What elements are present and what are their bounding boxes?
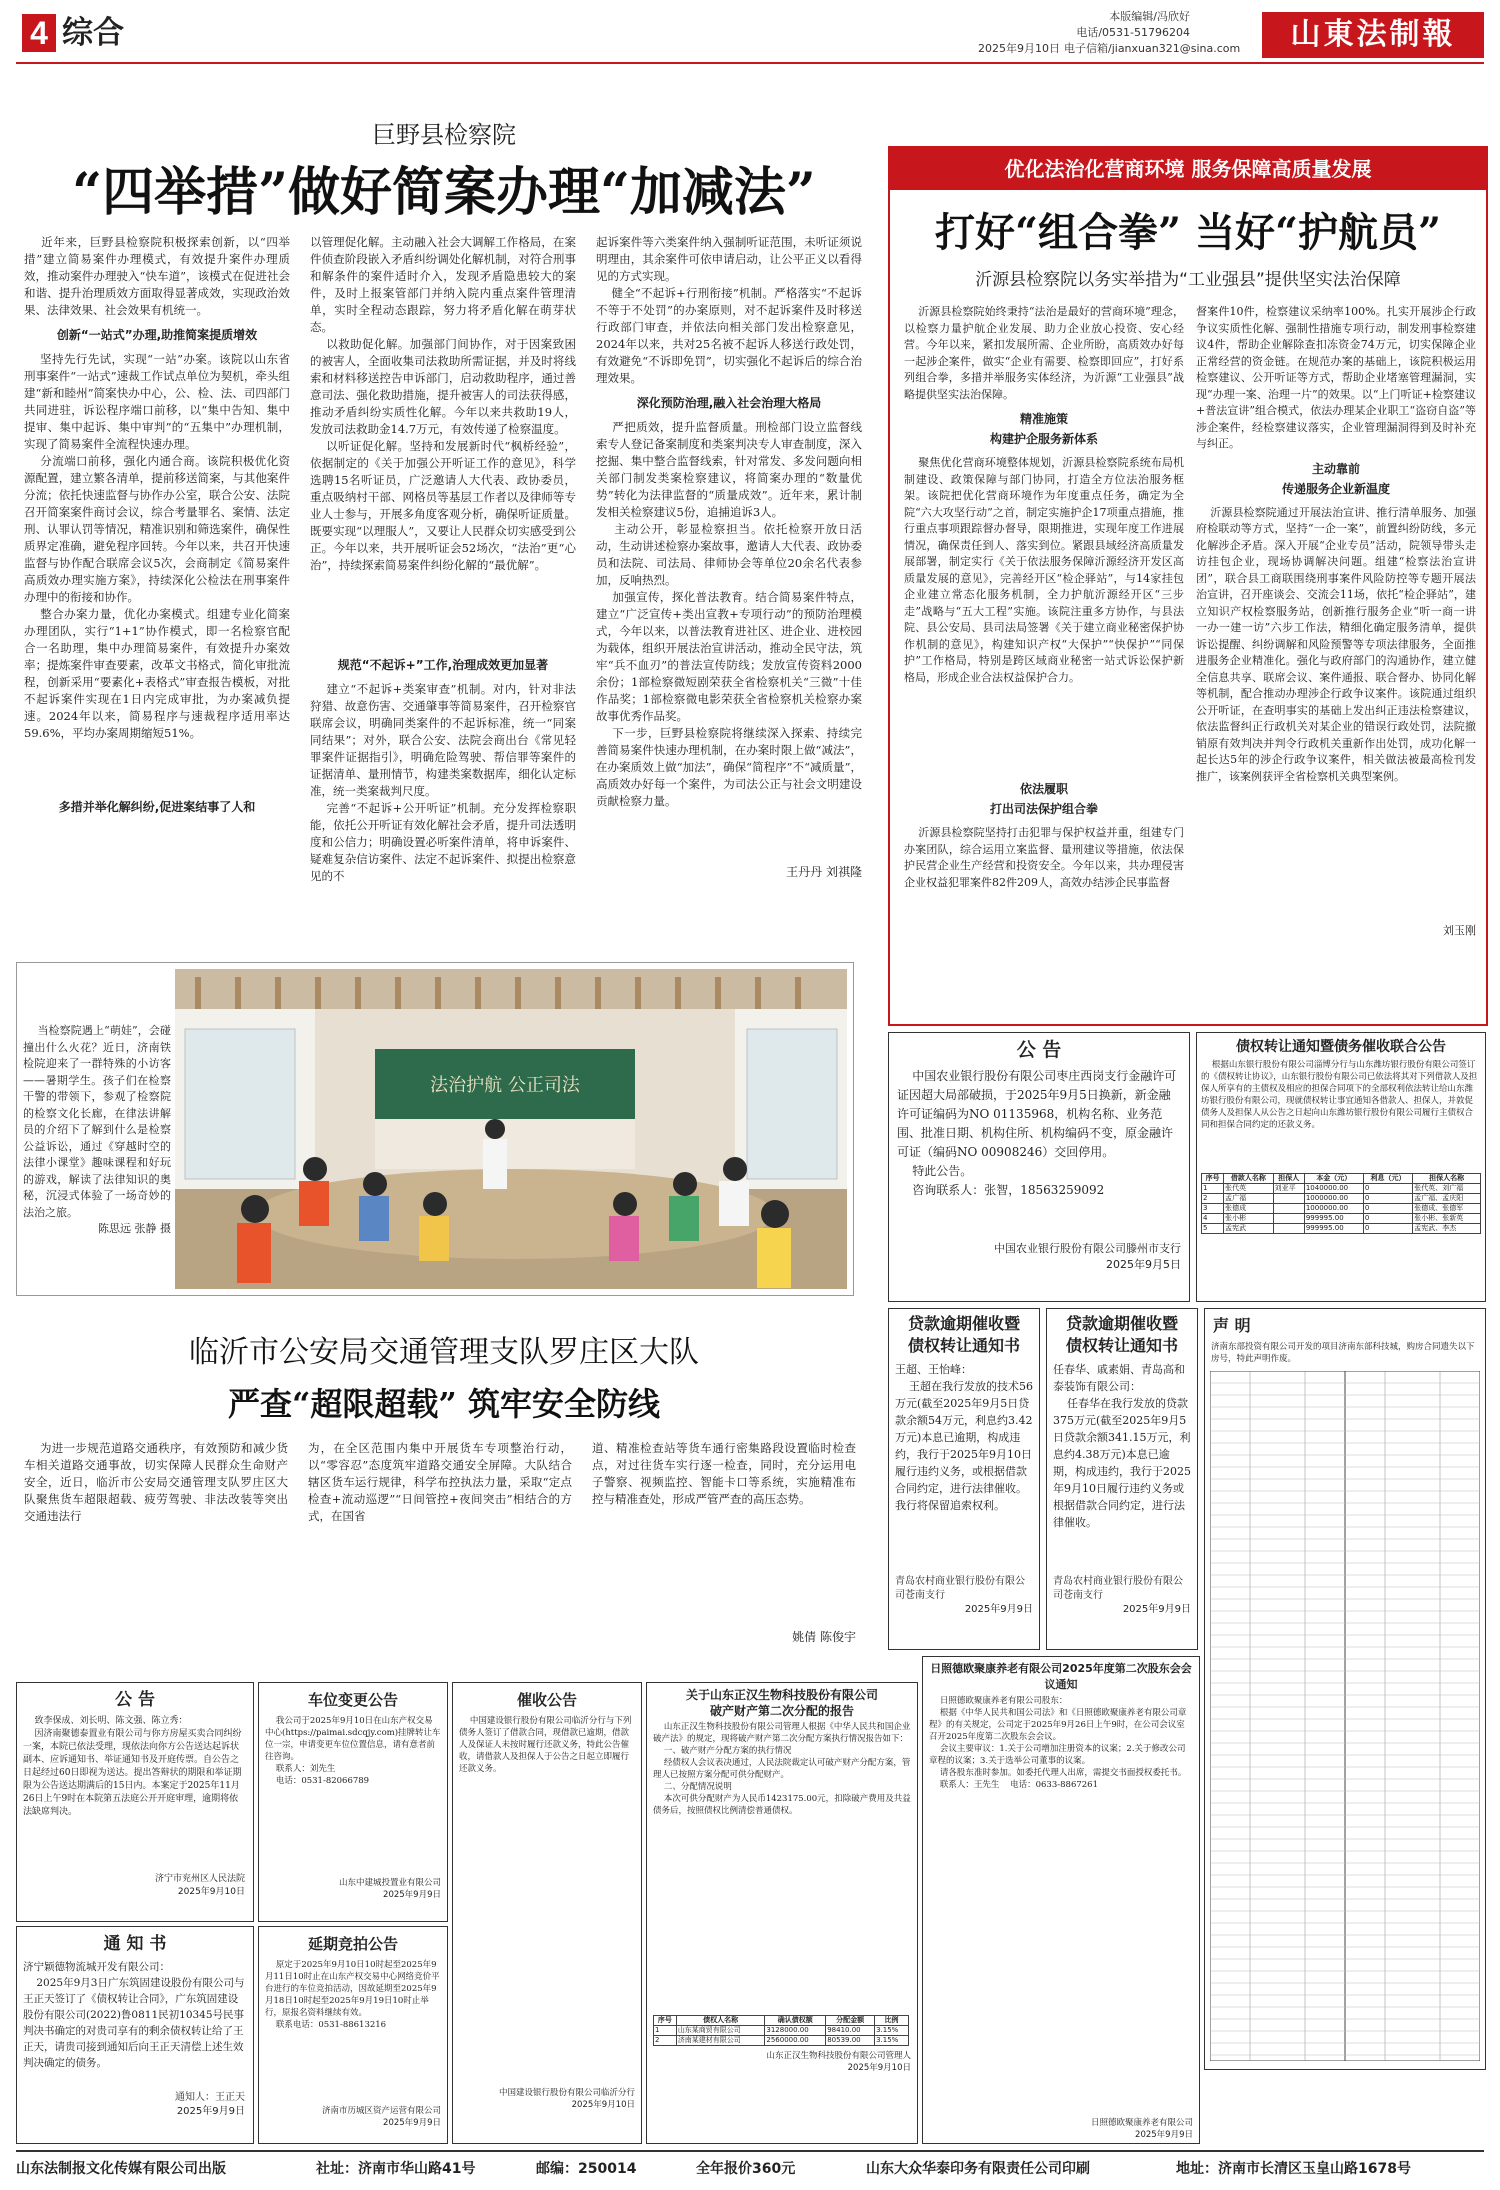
table-cell: 孟宪武 bbox=[1224, 1224, 1273, 1234]
table-cell bbox=[1273, 1194, 1304, 1204]
page-footer bbox=[16, 2150, 1484, 2184]
article-column-3: 道、精准检查站等货车通行密集路段设置临时检查点，对过往货车实行逐一检查，同时，充分运用电子警察、视频监控、智能卡口等系统，实施精准布控与精准查处，形成严管严查的高压态势。 bbox=[592, 1441, 856, 1506]
notice-body: 中国农业银行股份有限公司枣庄西岗支行金融许可证因超大局部破损，于2025年9月5日换新，新金融许可证编码为NO 01135968，机构名称、业务范围、批准日期、机构住所、机构编码不变，原金融许可证（编码NO 00908246）交回停用。 特此公告。 咨询联系人：张智，18563259092 bbox=[897, 1069, 1177, 1197]
footer-printer: 山东大众华泰印务有限责任公司印刷 bbox=[866, 2161, 1090, 2177]
table-cell: 4 bbox=[1202, 1214, 1224, 1224]
table-cell: 3.15% bbox=[875, 2026, 909, 2036]
table-cell: 0 bbox=[1363, 1194, 1412, 1204]
table-header-cell: 序号 bbox=[654, 2016, 677, 2026]
article-paragraph: 严把质效，提升监督质量。刑检部门设立监督线索专人登记备案制度和类案判决专人审查制度，深入挖掘、集中整合监督线索，针对常发、多发问题向相关部门制发类案检察建议，将简案办理的“数量优势”转化为法律监督的“质量成效”。近年来，累计制发相关检察建议5份，追捕追诉3人。 主动公开，彰显检察担当。依托检察开放日活动，生动讲述检察办案故事，邀请人大代表、政协委员和法院、司法局、律师协会等单位20余名代表参加，反响热烈。 加强宣传，探化普法教育。结合简易案件特点，建立“广泛宣传+类出宣教+专项行动”的预防治理模式，今年以来，以普法教育进社区、进企业、进校园为载体，组织开展法治宣讲活动，推动全民守法，筑牢“兵不血刃”的普法宣传防线；发放宣传资料2000余份；1部检察微短剧荣获全省检察机关“三微”十佳作品奖；1部检察微电影荣获全省检察机关检察办案故事优秀作品奖。 下一步，巨野县检察院将继续深入探索、持续完善简易案件快速办理机制，在办案时限上做“减法”，在办案质效上做“加法”，确保“简程序”不“减质量”，高质效办好每一个案件，为司法公正与社会文明建设贡献检察力量。 bbox=[596, 420, 862, 808]
article-paragraph: 沂源县检察院坚持打击犯罪与保护权益并重，组建专门办案团队，综合运用立案监督、量刑建议等措施，依法保护民营企业生产经营和投资安全。今年以来，共办理侵害企业权益犯罪案件82件209人，高效办结涉企民事监督 bbox=[904, 826, 1184, 889]
photo-image bbox=[175, 969, 847, 1289]
article-subhead: 沂源县检察院以务实举措为“工业强县”提供坚实法治保障 bbox=[975, 270, 1401, 290]
notice-date: 2025年9月9日 bbox=[383, 2118, 441, 2128]
footer-postcode: 邮编：250014 bbox=[536, 2161, 637, 2177]
notice-title: 贷款逾期催收暨 债权转让通知书 bbox=[907, 1314, 1020, 1355]
article-paragraph: 沂源县检察院通过开展法治宣讲、推行清单服务、加强府检联动等方式，坚持“一企一案”，前置纠纷防线，多元化解涉企矛盾。深入开展“企业专员”活动，院领导带头走访挂包企业，现场协调解决问题。组建“检察法治宣讲团”，联合县工商联围绕刑事案件风险防控等专题开展法治宣讲，召开座谈会、交流会11场，依托“检企驿站”，建立知识产权检察服务站，创新推行服务企业“听一商一讲一办一建一访”六步工作法，精细化确定服务清单，提供诉讼提醒、纠纷调解和风险预警等专项法律服务，全面推进服务企业精准化。强化与政府部门的沟通协作，建立健全信息共享、联席会议、案件通报、联合督办、协同化解等机制，配合推动办理涉企行政争议案件。该院通过组织公开听证，在查明事实的基础上发出纠正违法检察建议，依法监督纠正行政机关对某企业的错误行政处罚，法院撤销原有效判决并判令行政机关重新作出处罚，成功化解一起长达5年的涉企行政争议案件，相关做法被最高检刊发推广，该案例获评全省检察机关典型案例。 bbox=[1196, 505, 1476, 783]
bank-notice bbox=[888, 1032, 1190, 1302]
table-cell: 刘亚平 bbox=[1273, 1184, 1304, 1194]
notice-signature: 青岛农村商业银行股份有限公司苍南支行 bbox=[1053, 1576, 1183, 1601]
wall-slogan: 法治护航 公正司法 bbox=[430, 1075, 580, 1096]
photo-news bbox=[16, 962, 854, 1296]
article-paragraph: 以管理促化解。主动融入社会大调解工作格局，在案件侦查阶段嵌入矛盾纠纷调处化解机制，对符合刑事和解条件的案件适时介入，发现矛盾隐患较大的案件，及时上报案管部门并纳入院内重点案件管理清单，实时全程动态跟踪，努力将矛盾化解在萌芽状态。 以救助促化解。加强部门间协作，对于因案致困的被害人，全面收集司法救助所需证据，并及时将线索和材料移送控告申诉部门，启动救助程序，通过善意司法、强化救助措施，提升被害人的司法获得感，推动矛盾纠纷实质性化解。今年以来共救助19人，发放司法救助金14.7万元，有效传递了检察温度。 以听证促化解。坚持和发展新时代“枫桥经验”，依据制定的《关于加强公开听证工作的意见》，科学选聘15名听证员，广泛邀请人大代表、政协委员，重点吸纳村干部、网格员等基层工作者以及律师等专业人士参与，开展多角度客观分析，确保听证质量。既要实现“以理服人”，又要让人民群众切实感受到公正。今年以来，共开展听证会52场次，“法治”更“心治”，持续探索简易案件纠纷化解的“最优解”。 bbox=[310, 235, 576, 572]
notice-date: 2025年9月10日 bbox=[847, 2063, 911, 2073]
footer-printer-address: 地址：济南市长清区玉皇山路1678号 bbox=[1176, 2161, 1411, 2177]
article-column-3 bbox=[596, 234, 862, 938]
table-cell: 济南某建材有限公司 bbox=[676, 2036, 765, 2046]
article-byline: 王丹丹 刘祺隆 bbox=[786, 865, 862, 879]
article-column-1 bbox=[24, 234, 290, 938]
table-cell: 张德成 bbox=[1224, 1204, 1273, 1214]
table-cell: 张小彬、张新英 bbox=[1413, 1214, 1481, 1224]
notice-date: 2025年9月9日 bbox=[1122, 1604, 1191, 1615]
notice-title: 贷款逾期催收暨 债权转让通知书 bbox=[1065, 1314, 1178, 1355]
page-number-badge: 4 bbox=[22, 14, 56, 52]
notice-signature: 青岛农村商业银行股份有限公司苍南支行 bbox=[895, 1576, 1025, 1601]
article-yy bbox=[888, 146, 1488, 1026]
header-rule bbox=[16, 62, 1484, 64]
notice-body: 中国建设银行股份有限公司临沂分行与下列债务人签订了借款合同，现借款已逾期，借款人及保证人未按时履行还款义务，特此公告催收，请借款人及担保人于公告之日起立即履行还款义务。 bbox=[459, 1716, 632, 1774]
notice-signature: 山东正汉生物科技股份有限公司管理人 bbox=[766, 2051, 911, 2061]
bankruptcy-report bbox=[646, 1682, 918, 2144]
notice-signature: 日照德欧聚康养老有限公司 bbox=[1090, 2118, 1193, 2128]
loan-notice-2 bbox=[1046, 1308, 1198, 1650]
table-header-cell: 债权人名称 bbox=[676, 2016, 765, 2026]
notice-signature: 山东中建城投置业有限公司 bbox=[338, 1878, 441, 1888]
table-cell: 3 bbox=[1202, 1204, 1224, 1214]
notice-body: 原定于2025年9月10日10时起至2025年9月11日10时止在山东产权交易中心网络竞价平台进行的车位竞拍活动，因故延期至2025年9月18日10时起至2025年9月19日10时止举行，原报名资料继续有效。 联系电话：0531-88613216 bbox=[265, 1960, 440, 2030]
table-cell: 80539.00 bbox=[826, 2036, 875, 2046]
article-byline: 刘玉刚 bbox=[1443, 923, 1476, 937]
notice-title: 催收公告 bbox=[516, 1691, 577, 1709]
article-headline-line2: 严查“超限超载” 筑牢安全防线 bbox=[228, 1385, 660, 1423]
editor-info: 本版编辑/冯欣好 bbox=[1109, 10, 1190, 23]
table-row bbox=[1202, 1224, 1481, 1234]
article-subhead: 依法履职 打出司法保护组合拳 bbox=[989, 782, 1098, 816]
table-cell: 0 bbox=[1363, 1214, 1412, 1224]
notice-title: 公 告 bbox=[1016, 1039, 1062, 1061]
table-header-cell: 担保人名称 bbox=[1413, 1174, 1481, 1184]
article-paragraph: 建立“不起诉+类案审查”机制。对内，针对非法狩猎、故意伤害、交通肇事等简易案件，召开检察官联席会议，明确同类案件的不起诉标准，统一“同案同结果”；对外，联合公安、法院会商出台《常见轻罪案件证据指引》，明确危险驾驶、帮信罪等案件的证据清单、量刑情节，构建类案数据库，细化认定标准，统一类案裁判尺度。 完善“不起诉+公开听证”机制。充分发挥检察职能，依托公开听证有效化解社会矛盾，提升司法透明度和公信力；明确设置必听案件清单，将申诉案件、疑难复杂信访案件、法定不起诉案件、拟提出检察意见的不 bbox=[310, 682, 576, 883]
notice-date: 2025年9月9日 bbox=[176, 2106, 245, 2117]
article-paragraph: 督案件10件，检察建议采纳率100%。扎实开展涉企行政争议实质性化解、强制性措施专项行动，制发刑事检察建议4件，帮助企业解除查扣冻资金74万元，切实保障企业正常经营的资金链。在规范办案的基础上，该院积极运用检察建议、公开听证等方式，帮助企业堵塞管理漏洞，实现“办理一案、治理一片”的效果。以“上门听证+检察建议+普法宣讲”组合模式，依法办理某企业职工“盗窃自盗”等涉企案件，经检察建议落实，企业管理漏洞得到及时补充与纠正。 bbox=[1196, 305, 1476, 450]
loan-notice-1 bbox=[888, 1308, 1040, 1650]
page-header bbox=[0, 0, 1500, 66]
article-subhead: 创新“一站式”办理,助推简案提质增效 bbox=[56, 328, 258, 342]
table-cell: 1040000.00 bbox=[1304, 1184, 1363, 1194]
collection-notice bbox=[452, 1682, 642, 2144]
table-cell: 0 bbox=[1363, 1204, 1412, 1214]
table-cell: 1000000.00 bbox=[1304, 1194, 1363, 1204]
article-subhead: 规范“不起诉+”工作,治理成效更加显著 bbox=[337, 658, 549, 672]
email-info: 电子信箱/jianxuan321@sina.com bbox=[1064, 42, 1241, 55]
shareholder-meeting-notice bbox=[922, 1656, 1200, 2144]
table-cell: 999995.00 bbox=[1304, 1224, 1363, 1234]
article-subhead: 精准施策 构建护企服务新体系 bbox=[989, 412, 1098, 446]
article-headline: “四举措”做好简案办理“加减法” bbox=[72, 162, 816, 223]
article-traffic bbox=[16, 1310, 872, 1670]
table-row bbox=[654, 2026, 909, 2036]
notice-body: 我公司于2025年9月10日在山东产权交易中心(https://paimai.sdcqjy.com)挂牌转让车位一宗，申请变更车位位置信息，请有意者前往咨询。 联系人：刘先生 电话：0531-82066789 bbox=[265, 1716, 441, 1786]
classroom-photo-illustration bbox=[175, 969, 847, 1289]
table-header-cell: 比例 bbox=[875, 2016, 909, 2026]
notice-body: 致李保成、刘长明、陈文强、陈立秀： 因济南聚德泰置业有限公司与你方房屋买卖合同纠纷一案，本院已依法受理，现依法向你方公告送达起诉状副本、应诉通知书、举证通知书及开庭传票。自公告之日起经过60日即视为送达。提出答辩状的期限和举证期限为公告送达期满后的15日内。本案定于2025年11月26日上午9时在本院第五法庭公开开庭审理，逾期将依法缺席判决。 bbox=[23, 1716, 242, 1817]
table-row bbox=[654, 2036, 909, 2046]
table-header-cell: 担保人 bbox=[1273, 1174, 1304, 1184]
article-paragraph: 坚持先行先试，实现“一站”办案。该院以山东省刑事案件“一站式”速裁工作试点单位为契机，牵头组建“新和睦州”简案快办中心，公、检、法、司四部门共同进驻，诉讼程序端口前移，以“集中告知、集中提审、集中起诉、集中审判”的“五集中”办理机制，实现了简易案件全流程快速办理。 分流端口前移，强化内通合商。该院积极优化资源配置，建立繁各清单，提前移送简案，与其他案件分流；依托快速监督与协作办公室，联合公安、法院召开简案案件商讨会议，综合考量罪名、案情、法定刑、认罪认罚等情况，精准识别和筛选案件，确保性质界定准确，避免程序回转。今年以来，共召开快速监督与协作配合联席会议5次，会商制定《简易案件高质效办理实施方案》，持续深化公检法在刑事案件办理中的衔接和协作。 整合办案力量，优化办案模式。组建专业化简案办理团队，实行“1+1”协作模式，即一名检察官配合一名助理，集中办理简易案件，有效提升办案效率；提炼案件审查要素，改革文书格式，简化审批流程，创新采用“要素化+表格式”审查报告模板，对批不起诉案件实现在1日内完成审批，为办案减负提速。2024年以来，简易程序与速裁程序适用率达59.6%，平均办案周期缩短51%。 bbox=[24, 352, 290, 740]
debt-transfer-notice bbox=[1196, 1032, 1486, 1302]
table-row bbox=[1202, 1184, 1481, 1194]
footer-price: 全年报价360元 bbox=[696, 2161, 796, 2177]
notice-signature: 济南市历城区资产运营有限公司 bbox=[321, 2106, 441, 2116]
table-cell: 孟广福、孟庆阳 bbox=[1413, 1194, 1481, 1204]
table-header-cell: 序号 bbox=[1202, 1174, 1224, 1184]
caption-text: 当检察院遇上“萌娃”，会碰撞出什么火花？近日，济南铁检院迎来了一群特殊的小访客——暑期学生。孩子们在检察干警的带领下，参观了检察院的检察文化长廊，在律法讲解员的介绍下了解到什么是检察公益诉讼，通过《穿越时空的法律小课堂》趣味课程和好玩的游戏，解读了法律知识的奥秘，沉浸式体验了一场奇妙的法治之旅。 bbox=[23, 1024, 171, 1219]
notice-title: 债权转让通知暨债务催收联合公告 bbox=[1236, 1039, 1446, 1055]
table-cell: 98410.00 bbox=[826, 2026, 875, 2036]
footer-publisher: 山东法制报文化传媒有限公司出版 bbox=[16, 2161, 226, 2177]
notice-body: 济南东部投资有限公司开发的项目济南东部科技城，购房合同遗失以下房号，特此声明作废。 bbox=[1211, 1342, 1475, 1364]
article-jy bbox=[16, 110, 872, 950]
article-paragraph: 沂源县检察院始终秉持“法治是最好的营商环境”理念，以检察力量护航企业发展、助力企业放心投资、安心经营。今年以来，紧扣发展所需、企业所盼，高质效办好每一起涉企案件，做实“企业有需要、检察即回应”，打好系列组合拳，多措并举服务实体经济，为沂源“工业强县”战略提供坚实法治保障。 bbox=[904, 305, 1184, 401]
table-row bbox=[1202, 1204, 1481, 1214]
article-column-2 bbox=[310, 234, 576, 938]
notice-body: 山东正汉生物科技股份有限公司管理人根据《中华人民共和国企业破产法》的规定，现将破产财产第二次分配方案执行情况报告如下： 一、破产财产分配方案的执行情况 经债权人会议表决通过，人民法院裁定认可破产财产分配方案，管理人已按照方案分配可供分配财产。 二、分配情况说明 本次可供分配财产为人民币1423175.00元，扣除破产费用及共益债务后，按照债权比例清偿普通债权。 bbox=[653, 1722, 911, 1816]
notice-title: 通 知 书 bbox=[103, 1934, 167, 1954]
topic-banner: 优化法治化营商环境 服务保障高质量发展 bbox=[890, 148, 1486, 190]
declaration-notice bbox=[1204, 1308, 1486, 2070]
declaration-table-lines bbox=[1210, 1371, 1480, 2061]
notice-title: 关于山东正汉生物科技股份有限公司 破产财产第二次分配的报告 bbox=[685, 1688, 878, 1718]
notice-title: 声 明 bbox=[1213, 1316, 1251, 1335]
table-header-cell: 本金（元） bbox=[1304, 1174, 1363, 1184]
notice-signature: 中国农业银行股份有限公司滕州市支行 bbox=[994, 1242, 1181, 1255]
paper-logo: 山東法制報 bbox=[1262, 12, 1484, 58]
table-header-cell: 借款人名称 bbox=[1224, 1174, 1273, 1184]
phone-info: 电话/0531-51796204 bbox=[1076, 26, 1190, 39]
article-paragraph: 起诉案件等六类案件纳入强制听证范围，未听证须说明理由，其余案件可依申请启动，让公平正义以看得见的方式实现。 健全“不起诉+行刑衔接”机制。严格落实“不起诉不等于不处罚”的办案原则，对不起诉案件及时移送行政部门审查，并依法向相关部门发出检察意见，2024年以来，共对25名被不起诉人移送行政处罚，有效避免“不诉即免罚”，切实强化不起诉后的综合治理效果。 bbox=[596, 235, 862, 385]
article-column-2: 为，在全区范围内集中开展货车专项整治行动，以“零容忍”态度筑牢道路交通安全屏障。大队结合辖区货车运行规律，科学布控执法力量，采取“定点检查+流动巡逻”“日间管控+夜间突击”相结合的方式，在国省 bbox=[308, 1441, 572, 1523]
table-cell: 0 bbox=[1363, 1224, 1412, 1234]
photo-credit: 陈思远 张静 摄 bbox=[98, 1222, 171, 1235]
table-row bbox=[1202, 1194, 1481, 1204]
notice-date: 2025年9月5日 bbox=[1106, 1258, 1181, 1271]
article-subhead: 主动靠前 传递服务企业新温度 bbox=[1281, 461, 1390, 496]
article-subhead: 深化预防治理,融入社会治理大格局 bbox=[636, 396, 822, 410]
notice-body: 任春华、戚素娟、青岛高和泰装饰有限公司： 任春华在我行发放的贷款375万元(截至2025年9月5日贷款余额341.15万元，利息约4.38万元)本息已逾期，构成违约，我行于2025年9月10日履行违约义务或根据借款合同约定，进行法律催收。 bbox=[1053, 1363, 1191, 1529]
notice-date: 2025年9月9日 bbox=[1135, 2130, 1193, 2140]
table-cell: 孟广福 bbox=[1224, 1194, 1273, 1204]
footer-address: 社址：济南市华山路41号 bbox=[316, 2161, 476, 2177]
table-cell: 1 bbox=[1202, 1184, 1224, 1194]
notice-date: 2025年9月10日 bbox=[177, 1887, 245, 1897]
notice-date: 2025年9月9日 bbox=[383, 1890, 441, 1900]
notice-title: 公 告 bbox=[115, 1690, 155, 1710]
notice-body: 根据山东银行股份有限公司淄博分行与山东潍坊银行股份有限公司签订的《债权转让协议》，山东银行股份有限公司已依法将其对下列借款人及担保人所享有的主债权及相应的担保合同项下的全部权利依法转让给山东潍坊银行股份有限公司，现就债权转让事宜通知各借款人、担保人，并敦促债务人及担保人从公告之日起向山东潍坊银行股份有限公司履行主债权合同和担保合同约定的还款义务。 bbox=[1201, 1060, 1478, 1130]
notice-title: 日照德欧聚康养老有限公司2025年度第二次股东会会议通知 bbox=[930, 1662, 1192, 1691]
bankruptcy-table bbox=[653, 2015, 909, 2046]
table-header-cell: 确认债权额 bbox=[765, 2016, 826, 2026]
parking-change-notice bbox=[258, 1682, 448, 1922]
table-cell: 张德成、张德军 bbox=[1413, 1204, 1481, 1214]
table-cell bbox=[1273, 1224, 1304, 1234]
notice-date: 2025年9月10日 bbox=[571, 2100, 635, 2110]
table-cell: 0 bbox=[1363, 1184, 1412, 1194]
table-cell: 2 bbox=[1202, 1194, 1224, 1204]
transfer-notice bbox=[16, 1926, 254, 2144]
table-cell: 1 bbox=[654, 2026, 677, 2036]
article-paragraph: 近年来，巨野县检察院积极探索创新，以“四举措”建立简易案件办理模式，有效提升案件办理质效，推动案件办理驶入“快车道”，该模式在促进社会和谐、提升治理质效方面取得显著成效，实现政治效果、法律效果、社会效果有机统一。 bbox=[24, 235, 290, 317]
table-row bbox=[1202, 1214, 1481, 1224]
notice-signature: 通知人：王正天 bbox=[175, 2092, 245, 2103]
article-column-1: 为进一步规范道路交通秩序，有效预防和减少货车相关道路交通事故，切实保障人民群众生命财产安全，近日，临沂市公安局交通管理支队罗庄区大队聚焦货车超限超载、疲劳驾驶、非法改装等突出交通违法行 bbox=[24, 1441, 288, 1523]
table-header-cell: 利息（元） bbox=[1363, 1174, 1412, 1184]
table-cell bbox=[1273, 1204, 1304, 1214]
table-cell: 2560000.00 bbox=[765, 2036, 826, 2046]
notice-signature: 济宁市兖州区人民法院 bbox=[154, 1874, 245, 1884]
table-cell: 张代英、刘广福 bbox=[1413, 1184, 1481, 1194]
article-subhead: 多措并举化解纠纷,促进案结事了人和 bbox=[58, 800, 256, 814]
notice-body: 王超、王怡峰： 王超在我行发放的技术56万元(截至2025年9月5日贷款余额54万元，利息约3.42万元)本息已逾期，构成违约，我行于2025年9月10日履行违约义务，或根据借款合同约定，进行法律催收。我行将保留追索权利。 bbox=[895, 1363, 1033, 1512]
table-cell: 3128000.00 bbox=[765, 2026, 826, 2036]
issue-date: 2025年9月10日 bbox=[978, 42, 1060, 55]
article-headline-line1: 临沂市公安局交通管理支队罗庄区大队 bbox=[189, 1335, 699, 1370]
article-kicker: 巨野县检察院 bbox=[372, 121, 516, 149]
table-cell: 孟宪武、李杰 bbox=[1413, 1224, 1481, 1234]
article-byline: 姚倩 陈俊宇 bbox=[792, 1630, 856, 1644]
notice-date: 2025年9月9日 bbox=[964, 1604, 1033, 1615]
article-headline: 打好“组合拳” 当好“护航员” bbox=[935, 209, 1441, 256]
table-cell: 1000000.00 bbox=[1304, 1204, 1363, 1214]
table-cell: 张代英 bbox=[1224, 1184, 1273, 1194]
notice-signature: 中国建设银行股份有限公司临沂分行 bbox=[498, 2088, 635, 2098]
article-paragraph: 聚焦优化营商环境整体规划，沂源县检察院系统布局机制建设、政策保障与部门协同，打造全方位法治服务框架。该院把优化营商环境作为年度重点任务，确定为全院“六大攻坚行动”之首，制定实施护企17项重点措施，推行重点事项跟踪督办督导，限期推进，实现年度工作进展情况，确保责任到人、落实到位。紧跟县域经济高质量发展部署，制定实行《关于依法服务保障沂源经济开发区高质量发展的意见》，完善经开区“检企驿站”，与14家挂包企业建立常态化服务机制，全力护航沂源经开区“三步走”战略与“五大工程”实施。该院注重多方协作，与县法院、县公安局、县司法局签署《关于建立商业秘密保护协作机制的意见》，构建知识产权“大保护”“快保护”“同保护”工作格局，特别是跨区域商业秘密一站式诉讼保护新格局，形成企业合法权益保护合力。 bbox=[904, 456, 1184, 684]
table-cell: 999995.00 bbox=[1304, 1214, 1363, 1224]
table-cell: 5 bbox=[1202, 1224, 1224, 1234]
notice-title: 延期竞拍公告 bbox=[307, 1935, 398, 1953]
table-cell: 山东某商贸有限公司 bbox=[676, 2026, 765, 2036]
section-name: 综合 bbox=[62, 15, 124, 51]
auction-delay-notice bbox=[258, 1926, 448, 2144]
notice-body: 日照德欧聚康养老有限公司股东： 根据《中华人民共和国公司法》和《日照德欧聚康养老有限公司章程》的有关规定，公司定于2025年9月26日上午9时，在公司会议室召开2025年度第二次股东会会议。 会议主要审议：1.关于公司增加注册资本的议案；2.关于修改公司章程的议案；3.关于选举公司董事的议案。 请各股东准时参加。如委托代理人出席，需提交书面授权委托书。 联系人：王先生 电话：0633-8867261 bbox=[929, 1696, 1187, 1790]
notice-body: 济宁颖德物流城开发有限公司： 2025年9月3日广东筑固建设股份有限公司与王正天签订了《债权转让合同》，广东筑固建设股份有限公司(2022)鲁0811民初10345号民事判决书确定的对贵司享有的剩余债权转让给了王正天，请贵司接到通知后向王正天清偿上述生效判决确定的债务。 bbox=[23, 1961, 245, 2069]
table-cell bbox=[1273, 1214, 1304, 1224]
photo-caption bbox=[23, 1023, 171, 1283]
debt-table bbox=[1201, 1173, 1481, 1234]
article-column-2 bbox=[1196, 304, 1476, 1014]
table-header-cell: 分配金额 bbox=[826, 2016, 875, 2026]
article-column-1 bbox=[904, 304, 1184, 1014]
court-notice bbox=[16, 1682, 254, 1922]
table-cell: 2 bbox=[654, 2036, 677, 2046]
table-cell: 3.15% bbox=[875, 2036, 909, 2046]
table-cell: 张小彬 bbox=[1224, 1214, 1273, 1224]
notice-title: 车位变更公告 bbox=[307, 1691, 398, 1709]
